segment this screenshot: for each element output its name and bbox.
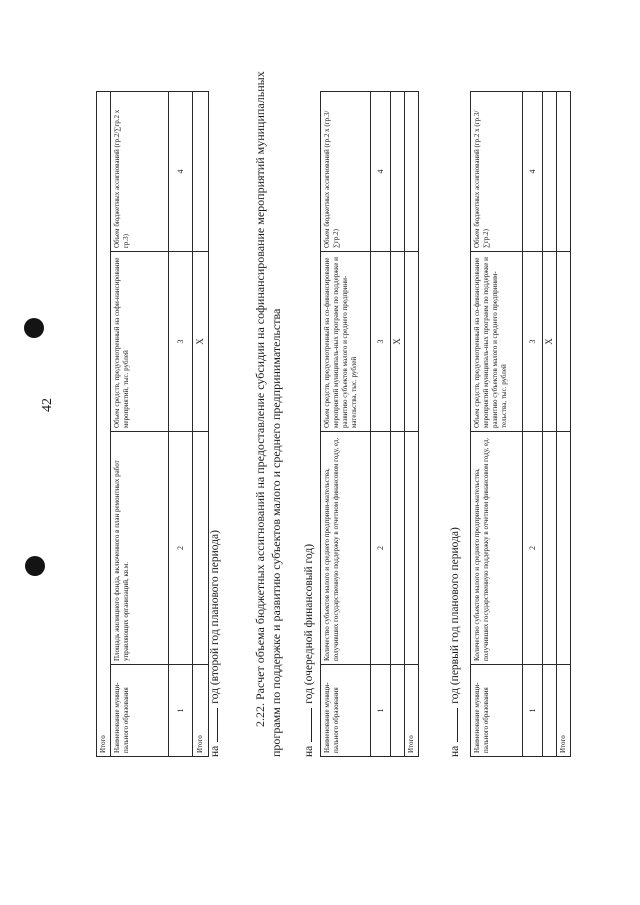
- number-cell: 3: [169, 252, 193, 432]
- blank-line: [302, 708, 312, 742]
- table-row: [543, 92, 557, 757]
- empty-cell: [405, 252, 419, 432]
- total-mark: X: [391, 252, 405, 432]
- number-cell: 4: [523, 92, 543, 252]
- table-header-row: [471, 92, 523, 757]
- header-cell: Объем бюджетных ассигнований (гр.2 х (гр.3/∑гр.2): [471, 92, 523, 252]
- header-cell: Наименование муници-пального образования: [111, 665, 169, 757]
- total-mark: X: [543, 252, 557, 432]
- empty-cell: [391, 92, 405, 252]
- caption-prefix: на: [303, 745, 315, 757]
- table-current-year: [320, 91, 419, 757]
- blank-line: [208, 708, 218, 742]
- empty-cell: [543, 665, 557, 757]
- number-cell: 1: [371, 665, 391, 757]
- total-label: Итого: [97, 91, 111, 756]
- table-row: [391, 92, 405, 757]
- number-cell: 2: [371, 432, 391, 665]
- empty-cell: [543, 432, 557, 665]
- page-number: 42: [40, 398, 55, 412]
- blank-line: [448, 708, 458, 742]
- header-cell: Объем средств, предусмотренный на со-финансирование мероприятий муниципаль-ных программ по поддержке и развитию субъектов малого и среднего предприни-мательства, тыс. рублей: [321, 252, 371, 432]
- total-label: Итого: [557, 665, 571, 757]
- header-cell: Объем бюджетных ассигнований (гр.2/∑гр.2 х гр.3): [111, 91, 169, 251]
- table-row: [97, 91, 111, 756]
- header-cell: Объем средств, предусмотренный на софи-нансирование мероприятий, тыс. рублей: [111, 252, 169, 432]
- header-cell: Наименование муници-пального образования: [321, 665, 371, 757]
- empty-cell: [557, 252, 571, 432]
- total-label: Итого: [193, 665, 209, 757]
- empty-cell: [405, 92, 419, 252]
- empty-cell: [557, 92, 571, 252]
- caption-first-planned-year: [448, 527, 461, 757]
- table-number-row: [371, 92, 391, 757]
- empty-cell: [391, 665, 405, 757]
- number-cell: 4: [169, 91, 193, 251]
- header-cell: Количество субъектов малого и среднего предприни-мательства, получивших государственную поддержку в отчетном финансовом году, ед.: [321, 432, 371, 665]
- number-cell: 3: [371, 252, 391, 432]
- table-number-row: [169, 91, 193, 756]
- table-row: [193, 91, 209, 756]
- number-cell: 1: [169, 665, 193, 757]
- section-heading-line1: 2.22. Расчет объема бюджетных ассигнований на предоставление субсидии на софинансирование мероприятий муниципальных: [253, 71, 267, 727]
- caption-second-planned-year: [208, 530, 221, 757]
- total-mark: X: [193, 252, 209, 432]
- empty-cell: [193, 91, 209, 251]
- table-row: [405, 92, 419, 757]
- table-header-row: [111, 91, 169, 756]
- empty-cell: [405, 432, 419, 665]
- caption-prefix: на: [209, 745, 221, 757]
- table-header-row: [321, 92, 371, 757]
- table-row: [557, 92, 571, 757]
- number-cell: 2: [523, 432, 543, 665]
- empty-cell: [543, 92, 557, 252]
- number-cell: 1: [523, 665, 543, 757]
- caption-prefix: на: [449, 745, 461, 757]
- empty-cell: [557, 432, 571, 665]
- header-cell: Объем средств, предусмотренный на со-финансирование мероприятий муниципаль-ных программ по поддержке и развитию субъектов малого и среднего предприним-тельства, тыс. рублей: [471, 252, 523, 432]
- total-label: Итого: [405, 665, 419, 757]
- number-cell: 2: [169, 432, 193, 665]
- caption-suffix: год (очередной финансовый год): [303, 543, 315, 704]
- caption-current-year: [302, 544, 315, 757]
- empty-cell: [391, 432, 405, 665]
- header-cell: Наименование муници-пального образования: [471, 665, 523, 757]
- header-cell: Объем бюджетных ассигнований (гр.2 х (гр.3/∑гр.2): [321, 92, 371, 252]
- section-heading-line2: программ по поддержке и развитию субъектов малого и среднего предпринимательства: [269, 308, 283, 757]
- header-cell: Количество субъектов малого и среднего предприни-мательства, получивших государственную поддержку в отчетном финансовом году, ед.: [471, 432, 523, 665]
- number-cell: 4: [371, 92, 391, 252]
- number-cell: 3: [523, 252, 543, 432]
- table-number-row: [523, 92, 543, 757]
- caption-suffix: год (первый год планового периода): [449, 527, 461, 704]
- empty-cell: [193, 432, 209, 665]
- caption-suffix: год (второй год планового периода): [209, 530, 221, 704]
- header-cell: Площадь жилищного фонда, включенного в план ремонтных работ управляющих организаций, кв.м.: [111, 432, 169, 665]
- table-second-planned-year: [96, 91, 209, 757]
- table-first-planned-year: [470, 91, 571, 757]
